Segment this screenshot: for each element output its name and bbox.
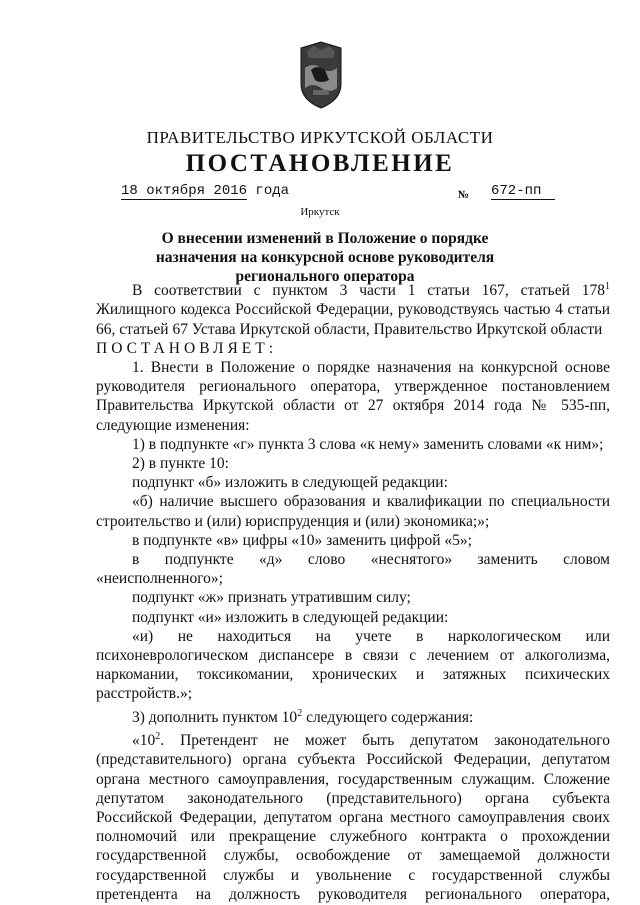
paragraph-preamble [96,277,610,339]
paragraph-subitem-3 [96,704,610,727]
document-body [96,277,610,904]
document-type-title: ПОСТАНОВЛЕНИЕ [185,150,455,177]
subitem-3-text-a: 3) дополнить пунктом 10 [132,708,298,726]
subitem-3-superscript: 2 [297,707,303,719]
subitem-3-text-b: следующего содержания: [302,708,474,726]
preamble-superscript: 1 [605,281,610,292]
p10-2-superscript: 2 [155,730,161,742]
document-city: Иркутск [300,206,340,218]
preamble-text-a: В соответствии с пунктом 3 части 1 статьи 167, статьей 178 [132,282,605,300]
document-number: 672-пп [491,183,555,200]
p10-2-text-b: . Претендент не может быть депутатом законодательного (представительного) органа субъекта Российской Федерации, депутатом органа местного самоуправления, государственным служащим. Сложение депутатом законодательного (представительного) органа субъекта Российской Федерации, депутатом органа местного самоуправления своих полномочий или прекращение служебного контракта о прохождении государственной службы, освобождение от замещаемой должности государственной службы и увольнение с государственной службы претендента на должность руководителя регионального оператора, [96,732,610,903]
p10-2-text-a: «10 [132,732,156,750]
date-suffix: года [247,183,290,199]
paragraph-i-text: «и) не находиться на учете в наркологическом или психоневрологическом диспансере в связи с лечением от алкоголизма, наркомании, токсикомании, хронических и затяжных психических расстройств.»; [96,627,610,703]
paragraph-resolves: ПОСТАНОВЛЯЕТ: [96,339,278,357]
government-name: ПРАВИТЕЛЬСТВО ИРКУТСКОЙ ОБЛАСТИ [146,128,494,147]
paragraph-b-text: «б) наличие высшего образования и квалификации по специальности строительство и (или) юриспруденция и (или) экономика;»; [96,493,610,530]
paragraph-v-change: в подпункте «в» цифры «10» заменить цифрой «5»; [132,531,472,549]
document-subject: О внесении изменений в Положение о порядке назначения на конкурсной основе руководителя регионального оператора [155,230,495,285]
paragraph-subitem-1: 1) в подпункте «г» пункта 3 слова «к нему» заменить словами «к ним»; [132,435,604,453]
paragraph-10-2 [96,727,610,904]
preamble-text-b: Жилищного кодекса Российской Федерации, руководствуясь частью 4 статьи 66, статьей 67 Устава Иркутской области, Правительство Иркутской области [96,301,610,338]
paragraph-subitem-2: 2) в пункте 10: [132,454,229,472]
number-sign: № [458,189,470,201]
paragraph-b-intro: подпункт «б» изложить в следующей редакции: [132,474,448,492]
date-value: 18 октября 2016 [121,183,248,199]
paragraph-i-intro: подпункт «и» изложить в следующей редакции: [132,608,449,626]
document-date [121,183,289,199]
coat-of-arms-emblem [299,40,343,110]
paragraph-zh-change: подпункт «ж» признать утратившим силу; [132,589,411,607]
paragraph-item-1: 1. Внести в Положение о порядке назначения на конкурсной основе руководителя регионального оператора, утвержденное постановлением Правительства Иркутской области от 27 октября 2014 года № 535-пп, следующие изменения: [96,358,610,434]
paragraph-d-change: в подпункте «д» слово «неснятого» заменить словом «неисполненного»; [96,551,610,588]
